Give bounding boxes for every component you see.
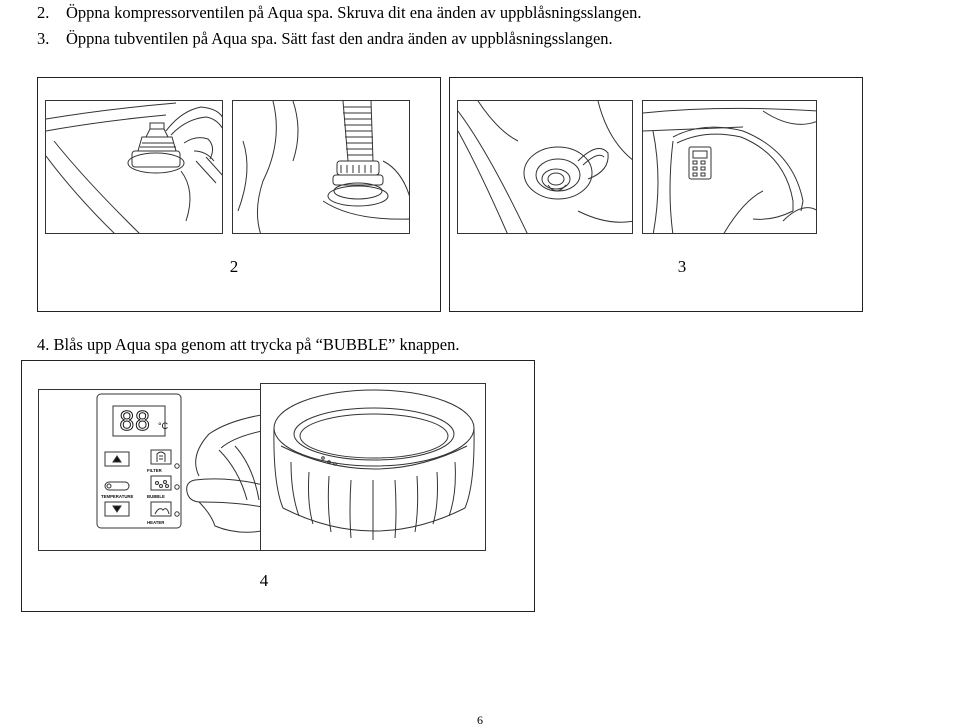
figure-2a-compressor-valve [45,100,223,234]
bubble-label: BUBBLE [147,494,165,499]
step-text: Öppna tubventilen på Aqua spa. Sätt fast den andra änden av uppblåsningsslangen. [66,29,613,48]
figure-label: 2 [229,257,239,276]
page-number: 6 [477,713,483,727]
figure-label: 3 [677,257,687,276]
svg-text:°C: °C [158,421,169,431]
figure-3 [449,77,863,312]
figure-2b-hose-attach [232,100,410,234]
figure-4a-control-panel [38,389,266,551]
svg-text:88: 88 [119,407,151,437]
figure-4 [21,360,535,612]
heater-label: HEATER [147,520,165,525]
figure-label: 4 [259,571,269,590]
control-panel-display [119,407,169,437]
filter-label: FILTER [147,468,162,473]
step-number: 2. [37,3,50,22]
step-number: 3. [37,29,50,48]
figure-4b-inflated-spa [260,383,486,551]
figure-3a-tube-valve [457,100,633,234]
figure-3b-hose-connected [642,100,817,234]
instruction-step-4 [37,335,460,355]
step-text: Öppna kompressorventilen på Aqua spa. Skruva dit ena änden av uppblåsningsslangen. [66,3,642,22]
figure-2 [37,77,441,312]
instruction-step-2 [37,3,642,23]
instruction-step-3 [37,29,613,49]
step-text: 4. Blås upp Aqua spa genom att trycka på “BUBBLE” knappen. [37,335,460,354]
temperature-label: TEMPERATURE [101,494,134,499]
